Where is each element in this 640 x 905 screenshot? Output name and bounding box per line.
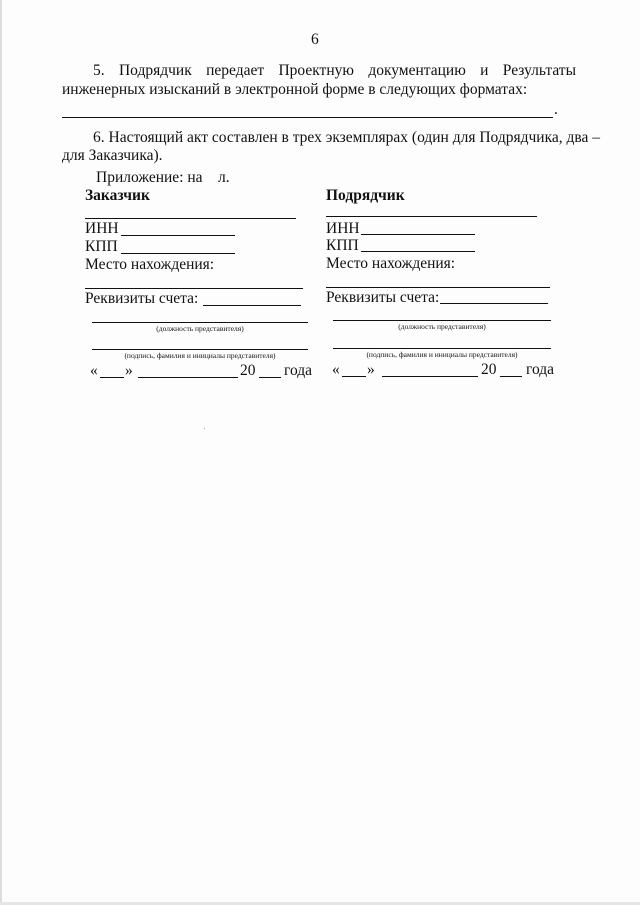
- contractor-date-day-line: [342, 376, 366, 377]
- contractor-inn-label: ИНН: [326, 220, 360, 237]
- scan-speck: [204, 428, 205, 429]
- para6-line1: 6. Настоящий акт составлен в трех экземплярах (один для Подрядчика, два –: [93, 129, 601, 146]
- contractor-location-line: [326, 287, 550, 288]
- contractor-date-year-prefix: 20: [481, 361, 497, 378]
- para6-line2: для Заказчика).: [62, 147, 163, 164]
- para5-line1: [93, 62, 576, 80]
- contractor-name-line: [326, 216, 537, 217]
- formats-blank-period: .: [554, 101, 558, 118]
- customer-date-year-line: [259, 377, 281, 378]
- contractor-date-year-suffix: года: [526, 361, 555, 378]
- scan-edge-left: [0, 0, 2, 905]
- customer-location-label: Место нахождения:: [85, 256, 215, 273]
- customer-signature-caption: (подпись, фамилия и инициалы представителя): [124, 351, 276, 360]
- customer-position-line: [92, 322, 308, 323]
- para5-word: передает: [206, 62, 265, 79]
- contractor-date-month-line: [382, 376, 478, 377]
- customer-account-line: [203, 305, 301, 306]
- customer-kpp-label: КПП: [85, 238, 118, 255]
- contractor-signature-line: [333, 348, 551, 349]
- contractor-date-year-line: [500, 376, 522, 377]
- contractor-inn-line: [361, 234, 475, 235]
- contractor-position-caption: (должность представителя): [398, 322, 486, 331]
- para5-word: документацию: [368, 62, 466, 79]
- contractor-date-open-quote: «: [332, 361, 340, 378]
- contractor-heading: Подрядчик: [326, 187, 405, 204]
- customer-date-year-suffix: года: [284, 362, 313, 379]
- customer-kpp-line: [121, 253, 235, 254]
- customer-position-caption: (должность представителя): [156, 324, 244, 333]
- para5-word: 5.: [93, 62, 105, 79]
- para5-word: Подрядчик: [118, 62, 192, 79]
- customer-date-month-line: [138, 377, 238, 378]
- contractor-kpp-line: [361, 251, 475, 252]
- customer-signature-line: [92, 349, 308, 350]
- page-number: 6: [311, 31, 319, 48]
- contractor-signature-caption: (подпись, фамилия и инициалы представителя): [366, 350, 518, 359]
- customer-date-day-line: [100, 377, 124, 378]
- formats-blank-line: [62, 117, 553, 118]
- contractor-date-close-quote: »: [367, 361, 375, 378]
- para5-word: и: [480, 62, 489, 79]
- customer-date-open-quote: «: [90, 362, 98, 379]
- customer-inn-line: [121, 235, 235, 236]
- contractor-account-line: [440, 303, 548, 304]
- contractor-location-label: Место нахождения:: [326, 255, 456, 272]
- customer-date-year-prefix: 20: [240, 362, 256, 379]
- para5-line2: инженерных изысканий в электронной форме в следующих форматах:: [62, 81, 528, 98]
- customer-account-label: Реквизиты счета:: [85, 290, 199, 307]
- contractor-kpp-label: КПП: [326, 237, 359, 254]
- contractor-position-line: [333, 320, 551, 321]
- contractor-account-label: Реквизиты счета:: [326, 289, 440, 306]
- para5-word: Проектную: [278, 62, 354, 79]
- customer-name-line: [85, 218, 296, 219]
- appendix-line: Приложение: на л.: [96, 169, 230, 186]
- customer-location-line: [85, 288, 303, 289]
- para5-word: Результаты: [502, 62, 576, 79]
- customer-inn-label: ИНН: [85, 220, 119, 237]
- customer-heading: Заказчик: [85, 187, 150, 204]
- customer-date-close-quote: »: [125, 362, 133, 379]
